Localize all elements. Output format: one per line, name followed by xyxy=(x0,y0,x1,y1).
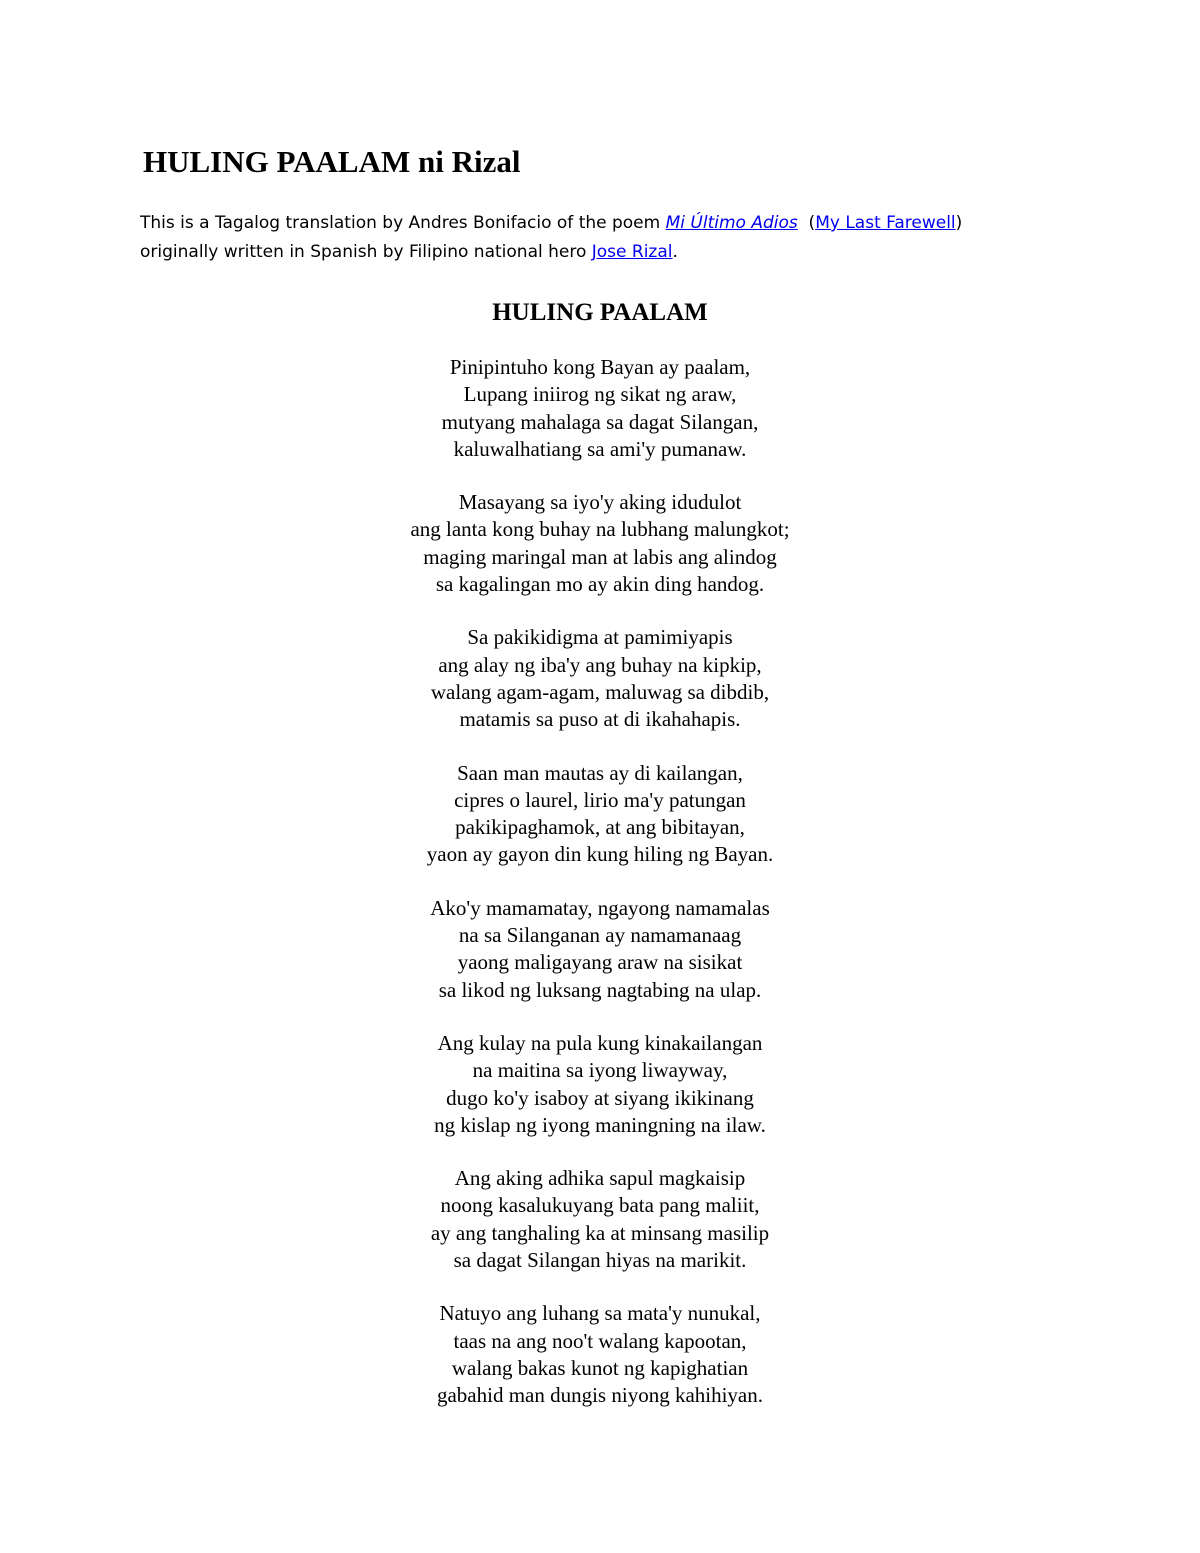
poem-line: na sa Silanganan ay namamanaag xyxy=(458,923,742,948)
poem-line: Ang aking adhika sapul magkaisip xyxy=(454,1166,746,1191)
poem-line: taas na ang noo't walang kapootan, xyxy=(453,1328,747,1353)
poem-line: maging maringal man at labis ang alindog xyxy=(423,544,777,569)
poem-line: Ako'y mamamatay, ngayong namamalas xyxy=(430,895,770,920)
intro-text: This is a Tagalog translation by Andres Bonifacio of the poem xyxy=(140,213,666,233)
stanza xyxy=(0,489,1200,598)
poem-line: ang alay ng iba'y ang buhay na kipkip, xyxy=(438,652,762,677)
stanza xyxy=(0,1165,1200,1274)
jose-rizal-link[interactable]: Jose Rizal xyxy=(591,242,673,262)
poem-line: Pinipintuho kong Bayan ay paalam, xyxy=(449,355,751,379)
stanza xyxy=(0,1030,1200,1139)
stanza xyxy=(0,760,1200,869)
poem-line: walang agam-agam, maluwag sa dibdib, xyxy=(430,679,770,704)
poem-line: mutyang mahalaga sa dagat Silangan, xyxy=(441,409,759,434)
poem-line: na maitina sa iyong liwayway, xyxy=(472,1058,728,1083)
poem-line: Saan man mautas ay di kailangan, xyxy=(457,760,743,785)
page-title: HULING PAALAM ni Rizal xyxy=(143,144,521,179)
intro-text: ) originally written in Spanish by Filipino national hero xyxy=(140,213,963,262)
poem-line: ay ang tanghaling ka at minsang masilip xyxy=(430,1220,770,1245)
poem-line: sa kagalingan mo ay akin ding handog. xyxy=(435,572,765,597)
poem-line: Natuyo ang luhang sa mata'y nunukal, xyxy=(439,1301,761,1326)
poem-title: HULING PAALAM xyxy=(492,299,708,326)
poem-line: dugo ko'y isaboy at siyang ikikinang xyxy=(446,1085,754,1110)
poem-line: Lupang iniirog ng sikat ng araw, xyxy=(463,382,737,407)
stanza xyxy=(0,354,1200,463)
poem-line: ang lanta kong buhay na lubhang malungkot; xyxy=(410,517,790,542)
poem-line: ng kislap ng iyong maningning na ilaw. xyxy=(434,1112,766,1137)
my-last-farewell-link[interactable]: My Last Farewell xyxy=(815,213,956,233)
poem-line: yaong maligayang araw na sisikat xyxy=(457,950,743,975)
poem-line: sa likod ng luksang nagtabing na ulap. xyxy=(438,977,762,1002)
poem-line: kaluwalhatiang sa ami'y pumanaw. xyxy=(453,436,747,461)
mi-ultimo-adios-link[interactable]: Mi Último Adios xyxy=(665,213,798,233)
poem-line: matamis sa puso at di ikahahapis. xyxy=(459,707,741,732)
intro-text: . xyxy=(672,242,678,262)
poem-line: Sa pakikidigma at pamimiyapis xyxy=(467,625,733,650)
poem-line: sa dagat Silangan hiyas na marikit. xyxy=(453,1248,747,1273)
poem-line: noong kasalukuyang bata pang maliit, xyxy=(440,1193,760,1218)
poem-line: gabahid man dungis niyong kahihiyan. xyxy=(436,1383,764,1408)
stanza xyxy=(0,624,1200,733)
poem-line: yaon ay gayon din kung hiling ng Bayan. xyxy=(426,842,774,867)
poem-line: Ang kulay na pula kung kinakailangan xyxy=(437,1030,763,1055)
poem-line: cipres o laurel, lirio ma'y patungan xyxy=(454,787,746,812)
poem-line: Masayang sa iyo'y aking idudulot xyxy=(458,490,742,515)
intro-paragraph xyxy=(140,209,1040,267)
poem-line: pakikipaghamok, at ang bibitayan, xyxy=(455,815,745,840)
poem-line: walang bakas kunot ng kapighatian xyxy=(451,1355,749,1380)
stanza xyxy=(0,1300,1200,1409)
poem-body xyxy=(0,354,1200,1436)
stanza xyxy=(0,895,1200,1004)
intro-text: ( xyxy=(797,213,816,233)
